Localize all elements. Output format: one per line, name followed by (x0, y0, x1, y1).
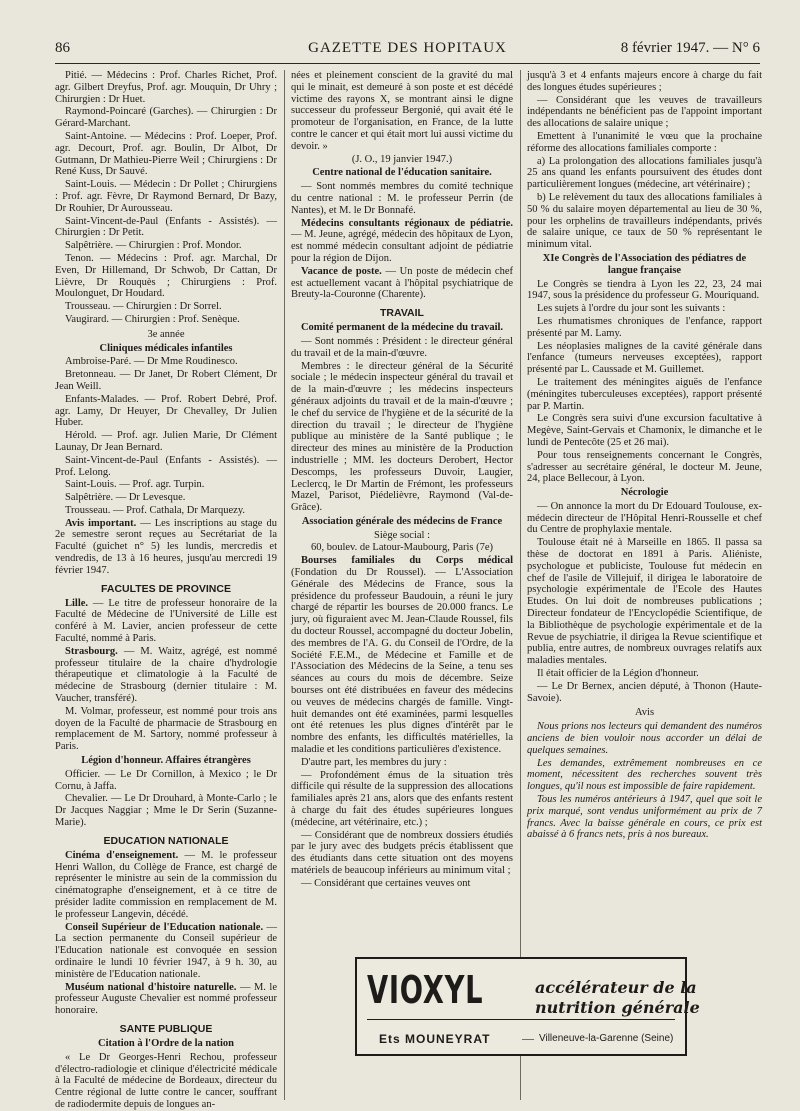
paragraph: jusqu'à 3 et 4 enfants majeurs encore à charge du fait des longues études supérieures ; (527, 70, 762, 93)
section-heading: 3e année (147, 328, 185, 340)
paragraph: — Sont nommés membres du comité technique du centre national : M. le professeur Perrin (de Nantes), et M. le Dr Bonnafé. (291, 181, 513, 216)
paragraph: — Le Dr Bernex, ancien député, à Thonon (Haute-Savoie). (527, 680, 762, 704)
paragraph: — On annonce la mort du Dr Edouard Toulouse, ex-médecin directeur de l'Hôpital Henri-Rousselle et chef du Centre de prophylaxie mentale. (527, 500, 762, 536)
column-divider (520, 70, 521, 1100)
paragraph: Bretonneau. — Dr Janet, Dr Robert Clément, Dr Jean Weill. (55, 369, 277, 392)
paragraph: Toulouse était né à Marseille en 1865. Il passa sa thèse de doctorat en 1891 à Paris. Aliéniste, psychologue et publiciste, Toulouse fut médecin en chef de l'asile de Villejuif, il dirigea le laboratoire de psychologie expérimentale de l'Ecole des Hautes Etudes. On lui doit de nombreuses publications ; Directeur fondateur de l'Encyclopédie Scientifique, de la Bibliothèque de psychologie expérimentale et de la Revue de psychiatrie, il dirigea la Revue scientifique et publia, entre autres, de nombreux ouvrages relatifs aux maladies mentales. (527, 537, 762, 667)
column-middle (291, 70, 513, 1100)
paragraph: « Le Dr Georges-Henri Rechou, professeur d'électro-radiologie et clinique d'électricité médicale à la Faculté de médecine de Bordeaux, directeur du Centre régional de lutte contre le cancer, souffrant de radiodermite depuis de longues an- (55, 1051, 277, 1110)
paragraph: — Considérant que de nombreux dossiers étudiés par le jury avec des budgets précis établissent que des étudiants dans cette situation ont des moyens matériels de beaucoup inférieurs au minimum vital ; (291, 829, 513, 876)
paragraph: Le Congrès sera suivi d'une excursion facultative à Megève, Saint-Gervais et Chamonix, le dimanche et le lundi de Pentecôte (25 et 26 mai). (527, 413, 762, 448)
column-left (55, 70, 277, 1110)
paragraph: (J. O., 19 janvier 1947.) (351, 153, 453, 165)
journal-title: GAZETTE DES HOPITAUX (308, 40, 507, 56)
paragraph-body: — La section permanente du Conseil supérieur de l'Education nationale est convoquée en session ordinaire le lundi 10 février 1947, à 9 h. 30, au ministère de l'Education nationale. (55, 921, 277, 980)
paragraph: Salpêtrière. — Dr Levesque. (65, 492, 186, 504)
paragraph: a) La prolongation des allocations familiales jusqu'à 25 ans quand les enfants poursuivent des études dont particulièrement longues (médecine, art vétérinaire) ; (527, 155, 762, 191)
paragraph (55, 922, 277, 981)
paragraph: Les rhumatismes chroniques de l'enfance, rapport présenté par M. Lamy. (527, 315, 762, 339)
paragraph: — Sont nommés : Président : le directeur général du travail et de la main-d'œuvre. (291, 335, 513, 359)
section-heading: Cliniques médicales infantiles (99, 342, 233, 354)
section-heading: EDUCATION NATIONALE (103, 834, 229, 847)
paragraph: Le Congrès se tiendra à Lyon les 22, 23, 24 mai 1947, sous la présidence du professeur G. Mouriquand. (527, 278, 762, 302)
paragraph: — Considérant que les veuves de travailleurs indépendants ne bénéficient pas de l'appoint important des allocations de salaire unique ; (527, 94, 762, 130)
section-heading: FACULTES DE PROVINCE (101, 582, 231, 595)
paragraph: nées et pleinement conscient de la gravité du mal qui le minait, est demeuré à son poste et est décédé victime des rayons X, se montrant ainsi le digne successeur du professeur Bergonié, qui avait été le promoteur de l'organisation, en France, de la lutte contre le cancer et qui était mort lui aussi victime du devoir. » (291, 70, 513, 152)
paragraph-lead: Cinéma d'enseignement. (65, 849, 179, 861)
paragraph-body: (Fondation du Dr Roussel). — L'Association Générale des Médecins de France, sous la présidence du professeur Baudouin, a réuni le jury chargé de répartir les bourses de 20.000 francs. Le jury, où figuraient avec M. Jean-Claude Roussel, fils du docteur Roussel, accompagné du docteur Jobelin, des membres de l'A. G. du Conseil de l'Ordre, de la Société F.E.M., de Médecine et Famille et de l'Association des Médecins de la Seine, a tenu ses séances au cours du mois de décembre. Seize bourses ont été distribuées en faveur des médecins ou veuves de médecins chargés de famille. Vingt-huit demandes ont été examinées, parmi lesquelles ont été retenues les plus dignes d'intérêt par le nombre des enfants, les difficultés matérielles, la maladie et les conditions particulières d'existence. (291, 567, 513, 756)
paragraph: Les demandes, extrêmement nombreuses en ce moment, nécessitent des recherches souvent très longues, qu'il nous est impossible de faire rapidement. (527, 757, 762, 793)
paragraph-lead: Lille. (65, 597, 89, 609)
paragraph-lead: Muséum national d'histoire naturelle. (65, 981, 237, 993)
paragraph: Siège social : (374, 529, 430, 541)
paragraph (55, 982, 277, 1017)
paragraph: Pour tous renseignements concernant le Congrès, s'adresser au secrétaire général, le docteur M. Jeune, 24, place Bellecour, à Lyon. (527, 449, 762, 485)
paragraph-lead: Avis important. (65, 517, 137, 529)
paragraph: Saint-Vincent-de-Paul (Enfants - Assistés). — Chirurgien : Dr Petit. (55, 215, 277, 239)
paragraph: b) Le relèvement du taux des allocations familiales à 50 % du salaire moyen départemental au lieu de 30 %, pour les orphelins de travailleurs indépendants, privés de salaire unique, ce taux de 50 % représentant le minimum vital. (527, 191, 762, 251)
paragraph (55, 646, 277, 705)
paragraph: Raymond-Poincaré (Garches). — Chirurgien : Dr Gérard-Marchant. (55, 106, 277, 130)
ad-company: Ets MOUNEYRAT (379, 1032, 491, 1046)
paragraph-body: — Le titre de professeur honoraire de la Faculté de Médecine de l'Université de Lille est conféré à M. Lavier, ancien professeur de cette Faculté, nommé à Paris. (55, 597, 277, 645)
section-heading: Avis (634, 707, 655, 719)
paragraph: Hérold. — Prof. agr. Julien Marie, Dr Clément Launay, Dr Jean Bernard. (55, 430, 277, 453)
paragraph: D'autre part, les membres du jury : (301, 756, 447, 768)
paragraph (291, 266, 513, 301)
ad-location: Villeneuve-la-Garenne (Seine) (539, 1033, 674, 1044)
paragraph-body: — Un poste de médecin chef est actuellement vacant à l'hôpital psychiatrique de Breuty-la-Couronne (Charente). (291, 265, 513, 301)
paragraph: Tous les numéros antérieurs à 1947, quel que soit le prix marqué, sont vendus uniformément au prix de 7 francs. Avec la baisse générale en cours, ce prix est abaissé à 6 francs nets, pris à nos bureaux. (527, 794, 762, 841)
paragraph (291, 218, 513, 265)
ad-tagline-line2: nutrition générale (535, 998, 700, 1017)
paragraph: Tenon. — Médecins : Prof. agr. Marchal, Dr Even, Dr Hillemand, Dr Schwob, Dr Cattan, Dr Lièvre, Dr Rouquès ; Chirurgiens : Prof. Moulonguet, Dr Houdard. (55, 252, 277, 300)
header-rule (55, 63, 760, 64)
paragraph (291, 555, 513, 756)
paragraph: Membres : le directeur général de la Sécurité sociale ; le médecin inspecteur général du travail et de la main-d'œuvre ; les médecins inspecteurs généraux adjoints du travail et de la main-d'œuvre ; le chef du service de l'hygiène et de la sécurité de la direction du travail ; le directeur de l'hygiène publique au ministère de la Santé publique ; le directeur des mines au ministère de la Production industrielle ; MM. les docteurs Derobert, Hector Descomps, les professeurs Duvoir, Laugier, Leclercq, le Dr Martin de Frémont, les professeurs Mazel, Parisot, Piédelièvre, Raymond (Val-de-Grâce). (291, 360, 513, 514)
section-heading: TRAVAIL (380, 307, 424, 320)
ad-rule (367, 1019, 675, 1020)
paragraph-lead: Strasbourg. (65, 645, 118, 657)
paragraph: Le traitement des méningites aiguës de l'enfance (méningites tuberculeuses exceptées), rapport présenté par P. Martin. (527, 376, 762, 412)
paragraph (55, 850, 277, 921)
paragraph: Salpêtrière. — Chirurgien : Prof. Mondor. (65, 240, 242, 252)
paragraph: Trousseau. — Prof. Cathala, Dr Marquezy. (65, 504, 246, 516)
section-heading: Centre national de l'éducation sanitaire. (312, 167, 492, 179)
ad-separator: — (522, 1031, 534, 1045)
paragraph: Chevalier. — Le Dr Drouhard, à Monte-Carlo ; le Dr Jacques Naggiar ; Mme le Dr Serin (Suzanne-Marie). (55, 793, 277, 829)
section-heading: Association générale des médecins de France (301, 515, 503, 527)
paragraph (55, 518, 277, 577)
paragraph: Saint-Louis. — Médecin : Dr Pollet ; Chirurgiens : Prof. agr. Fèvre, Dr Raymond Bernard, Dr Bazy, Dr Rouhier, Dr Aurousseau. (55, 179, 277, 214)
paragraph-body: — M. Jeune, agrégé, médecin des hôpitaux de Lyon, est nommé médecin consultant adjoint de pédiatrie pour la région de Dijon. (291, 229, 513, 264)
paragraph: 60, boulev. de Latour-Maubourg, Paris (7e) (310, 542, 494, 554)
section-heading: Comité permanent de la médecine du travail. (300, 322, 504, 334)
page-number: 86 (55, 40, 70, 56)
paragraph-lead: Conseil Supérieur de l'Education nationale. (65, 921, 264, 933)
paragraph: — Profondément émus de la situation très difficile qui résulte de la suppression des allocations familiales après 21 ans, alors que des enfants restent à charge du fait des études supérieures longues (médecine, art vétérinaire, etc.) ; (291, 769, 513, 828)
vioxyl-advertisement (355, 957, 700, 1056)
paragraph: Saint-Antoine. — Médecins : Prof. Loeper, Prof. agr. Decourt, Prof. agr. Boulin, Dr Albot, Dr Gutmann, Dr Mathieu-Pierre Weil ; Chirurgiens : Dr René Kuss, Dr Sauvé. (55, 130, 277, 178)
paragraph-lead: Médecins consultants régionaux de pédiatrie. (301, 217, 513, 229)
paragraph: Les néoplasies malignes de la cavité générale dans l'enfance (tumeurs nerveuses exceptées), rapport présenté par L. Caussade et M. Guillemet. (527, 340, 762, 376)
paragraph: Saint-Louis. — Prof. agr. Turpin. (65, 479, 205, 491)
ad-tagline-line1: accélérateur de la (535, 978, 697, 997)
section-heading: SANTE PUBLIQUE (119, 1022, 213, 1035)
column-divider (284, 70, 285, 1100)
paragraph-lead: Bourses familiales du Corps médical (301, 555, 513, 567)
ad-brand-logo: VIOXYL (367, 968, 484, 1012)
paragraph-body: — M. le professeur Henri Wallon, du Collège de France, est chargé de représenter le ministre au sein de la commission du cinématographe d'enseignement, et à ce titre de présider ladite commission en remplacement de M. le professeur Langevin, décédé. (55, 849, 277, 920)
paragraph-body: — M. Waitz, agrégé, est nommé professeur titulaire de la chaire d'hydrologie thérapeutique et climatologie à la Faculté de médecine de Strasbourg (dernier titulaire : M. Vaucher, transféré). (55, 645, 277, 705)
paragraph: Officier. — Le Dr Cornillon, à Mexico ; le Dr Cornu, à Jaffa. (55, 768, 277, 792)
paragraph: Il était officier de la Légion d'honneur. (537, 668, 699, 680)
paragraph: Trousseau. — Chirurgien : Dr Sorrel. (65, 301, 222, 313)
paragraph: Ambroise-Paré. — Dr Mme Roudinesco. (65, 356, 238, 368)
paragraph (55, 598, 277, 645)
section-heading: Citation à l'Ordre de la nation (97, 1037, 235, 1049)
paragraph: Pitié. — Médecins : Prof. Charles Richet, Prof. agr. Gilbert Dreyfus, Prof. agr. Mouquin, Dr Uhry ; Chirurgien : Dr Huet. (55, 70, 277, 105)
section-heading: Nécrologie (620, 487, 669, 499)
paragraph: M. Volmar, professeur, est nommé pour trois ans doyen de la Faculté de pharmacie de Strasbourg en remplacement de M. Sartory, nommé professeur à Paris. (55, 705, 277, 753)
paragraph: Vaugirard. — Chirurgien : Prof. Senèque. (65, 313, 240, 325)
page-header (55, 40, 760, 64)
paragraph: Saint-Vincent-de-Paul (Enfants - Assistés). — Prof. Lelong. (55, 454, 277, 478)
paragraph-body: — Les inscriptions au stage du 2e semestre seront reçues au Secrétariat de la Faculté (guichet n° 5) les lundis, mercredis et vendredis, de 13 à 16 heures, jusqu'au mercredi 19 février 1947. (55, 517, 277, 576)
issue-date: 8 février 1947. — N° 6 (620, 40, 760, 56)
section-heading: Légion d'honneur. Affaires étrangères (81, 755, 251, 767)
paragraph: Enfants-Malades. — Prof. Robert Debré, Prof. agr. Lamy, Dr Heuyer, Dr Chevalley, Dr Julien Huber. (55, 393, 277, 429)
paragraph-body: — M. le professeur Auguste Chevalier est nommé professeur honoraire. (55, 981, 277, 1017)
paragraph-lead: Vacance de poste. (301, 265, 382, 277)
column-right (527, 70, 762, 1100)
paragraph: Nous prions nos lecteurs qui demandent des numéros anciens de bien vouloir nous accorder un délai de quelques semaines. (527, 721, 762, 756)
paragraph: Emettent à l'unanimité le vœu que la prochaine réforme des allocations familiales comporte : (527, 130, 762, 154)
section-heading: XIe Congrès de l'Association des pédiatres de langue française (542, 252, 747, 276)
paragraph: Les sujets à l'ordre du jour sont les suivants : (537, 303, 726, 315)
paragraph: — Considérant que certaines veuves ont (301, 877, 471, 889)
